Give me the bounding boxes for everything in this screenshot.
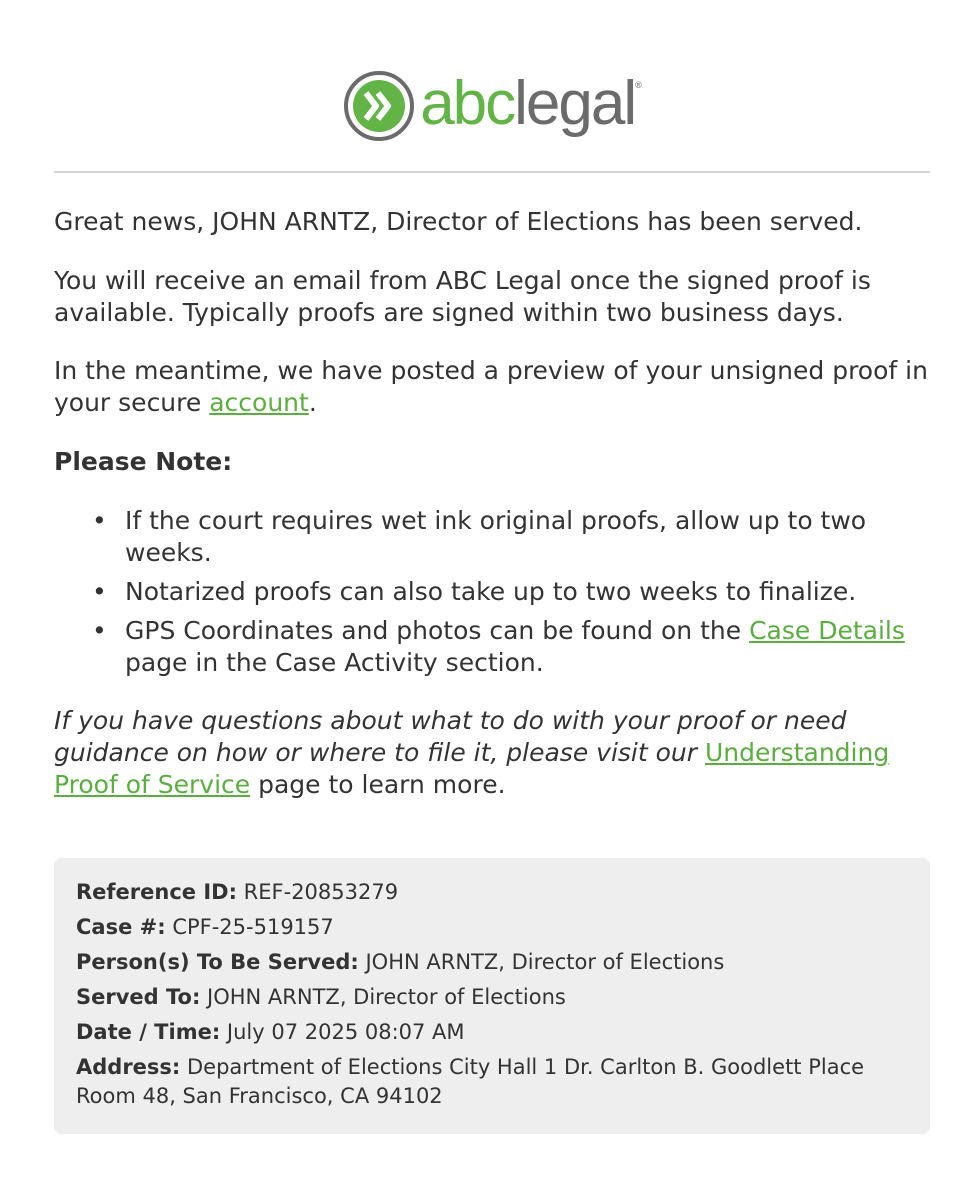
served-message: Great news, JOHN ARNTZ, Director of Elections has been served. — [54, 207, 863, 236]
note-list — [54, 505, 934, 686]
case-details-box — [54, 858, 930, 1134]
preview-message — [54, 355, 934, 419]
served-to-value: JOHN ARNTZ, Director of Elections — [200, 985, 566, 1009]
case-number-row — [76, 913, 908, 942]
preview-message-text: In the meantime, we have posted a preview of your unsigned proof in your secure — [54, 356, 928, 417]
note-wet-ink: If the court requires wet ink original proofs, allow up to two weeks. — [125, 506, 867, 567]
list-item — [54, 576, 934, 608]
closing-end-text: page to learn more. — [250, 770, 506, 799]
case-number-label: Case #: — [76, 915, 166, 939]
case-number-value: CPF-25-519157 — [165, 915, 334, 939]
note-gps-end: page in the Case Activity section. — [125, 648, 544, 677]
reference-id-value: REF-20853279 — [237, 880, 399, 904]
logo-wordmark — [420, 69, 642, 138]
account-link[interactable]: account — [209, 388, 309, 417]
persons-to-be-served-label: Person(s) To Be Served: — [76, 950, 359, 974]
closing-message — [54, 705, 934, 801]
bullet-icon: • — [92, 577, 107, 606]
header-logo — [54, 66, 930, 146]
header-divider — [54, 171, 930, 173]
double-chevron-circle-icon — [342, 69, 416, 143]
note-notarized: Notarized proofs can also take up to two weeks to finalize. — [125, 577, 857, 606]
please-note-heading: Please Note: — [54, 447, 233, 476]
bullet-icon: • — [92, 506, 107, 535]
address-value: Department of Elections City Hall 1 Dr. Carlton B. Goodlett Place Room 48, San Francisco, CA 94102 — [76, 1055, 865, 1108]
signed-proof-message: You will receive an email from ABC Legal once the signed proof is available. Typically proofs are signed within two business days. — [54, 266, 871, 327]
persons-to-be-served-value: JOHN ARNTZ, Director of Elections — [358, 950, 725, 974]
case-details-link[interactable]: Case Details — [749, 616, 905, 645]
logo-legal-text: legal — [514, 69, 636, 138]
logo-abc-text: abc — [420, 69, 515, 138]
closing-italic-text: If you have questions about what to do with your proof or need guidance on how or where to file it, please visit our — [54, 706, 847, 767]
address-label: Address: — [76, 1055, 181, 1079]
registered-mark: ® — [635, 80, 642, 90]
date-time-label: Date / Time: — [76, 1020, 221, 1044]
date-time-value: July 07 2025 08:07 AM — [220, 1020, 465, 1044]
served-to-row — [76, 983, 908, 1012]
list-item — [54, 505, 934, 569]
preview-message-end: . — [308, 388, 317, 417]
list-item — [54, 615, 934, 679]
persons-to-be-served-row — [76, 948, 908, 977]
served-to-label: Served To: — [76, 985, 201, 1009]
abc-legal-logo[interactable] — [342, 69, 642, 143]
date-time-row — [76, 1018, 908, 1047]
reference-id-row — [76, 878, 908, 907]
understanding-proof-link[interactable]: Understanding Proof of Service — [54, 738, 890, 799]
bullet-icon: • — [92, 616, 107, 645]
address-row — [76, 1053, 908, 1111]
reference-id-label: Reference ID: — [76, 880, 237, 904]
note-gps-text: GPS Coordinates and photos can be found on the — [125, 616, 750, 645]
